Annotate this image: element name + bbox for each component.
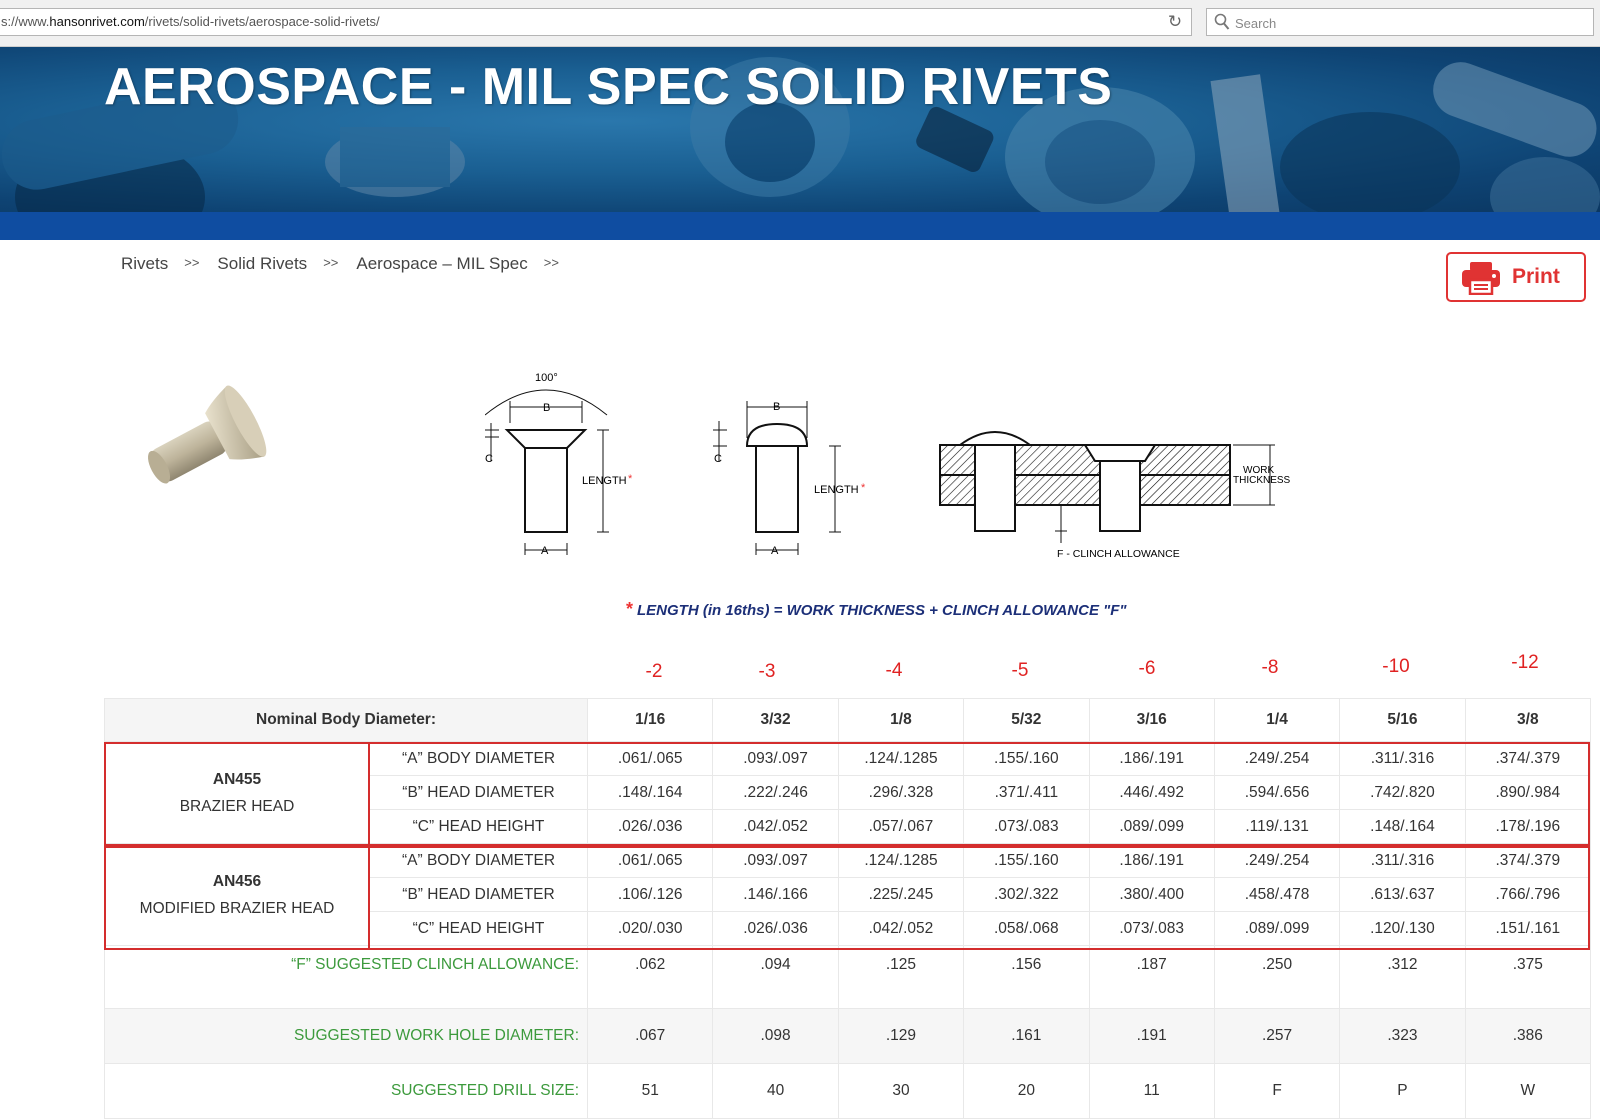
nominal-diameter-label: Nominal Body Diameter: (105, 699, 588, 742)
value-cell: 40 (713, 1064, 838, 1119)
length-star: * (628, 473, 633, 485)
row-label: “A” BODY DIAMETER (370, 844, 588, 878)
value-cell: .020/.030 (588, 912, 713, 946)
footer-label: SUGGESTED DRILL SIZE: (105, 1064, 588, 1119)
breadcrumb-item-aerospace[interactable]: Aerospace – MIL Spec (356, 254, 528, 273)
banner-stripe (0, 212, 1600, 240)
diameter-cell: 5/16 (1340, 699, 1465, 742)
value-cell: .089/.099 (1214, 912, 1339, 946)
value-cell: .323 (1340, 1009, 1465, 1064)
dash-size: -4 (885, 660, 903, 681)
breadcrumb (121, 254, 577, 274)
value-cell: .249/.254 (1214, 742, 1339, 776)
value-cell: .613/.637 (1340, 878, 1465, 912)
value-cell: .386 (1465, 1009, 1590, 1064)
group-code: AN455 (212, 770, 262, 788)
value-cell: .250 (1214, 946, 1339, 1009)
table-row (105, 1064, 1591, 1119)
table-row (105, 742, 1591, 776)
value-cell: .026/.036 (588, 810, 713, 844)
work-assembly-drawing (940, 432, 1230, 531)
value-cell: .042/.052 (713, 810, 838, 844)
group-an455 (105, 742, 370, 844)
value-cell: .296/.328 (838, 776, 963, 810)
value-cell: .089/.099 (1089, 810, 1214, 844)
value-cell: .312 (1340, 946, 1465, 1009)
dash-size: -8 (1261, 657, 1279, 678)
value-cell: .124/.1285 (838, 844, 963, 878)
value-cell: .594/.656 (1214, 776, 1339, 810)
table-row (105, 946, 1591, 1009)
diameter-cell: 1/8 (838, 699, 963, 742)
value-cell: .120/.130 (1340, 912, 1465, 946)
footer-label: “F” SUGGESTED CLINCH ALLOWANCE: (105, 946, 588, 1009)
table-row (105, 844, 1591, 878)
table-row (105, 1009, 1591, 1064)
c-label: C (485, 453, 493, 465)
printer-icon (1461, 261, 1501, 295)
dash-size: -3 (758, 661, 776, 682)
value-cell: P (1340, 1064, 1465, 1119)
row-label: “B” HEAD DIAMETER (370, 878, 588, 912)
diameter-cell: 1/16 (588, 699, 713, 742)
value-cell: W (1465, 1064, 1590, 1119)
value-cell: .374/.379 (1465, 742, 1590, 776)
value-cell: 30 (838, 1064, 963, 1119)
value-cell: .257 (1214, 1009, 1339, 1064)
group-name: BRAZIER HEAD (179, 797, 295, 815)
value-cell: .125 (838, 946, 963, 1009)
value-cell: .225/.245 (838, 878, 963, 912)
value-cell: .124/.1285 (838, 742, 963, 776)
address-bar[interactable] (0, 8, 1192, 36)
value-cell: .148/.164 (1340, 810, 1465, 844)
work-label-1: WORK (1243, 465, 1275, 476)
formula-star: * (626, 599, 634, 619)
url-path: /rivets/solid-rivets/aerospace-solid-rivets/ (144, 14, 380, 29)
a-label: A (541, 545, 549, 557)
work-label-2: THICKNESS (1233, 475, 1291, 486)
value-cell: .742/.820 (1340, 776, 1465, 810)
value-cell: .311/.316 (1340, 844, 1465, 878)
clinch-label: F - CLINCH ALLOWANCE (1057, 548, 1180, 560)
dash-size: -12 (1511, 652, 1539, 673)
an455-divider (368, 742, 370, 846)
rivet-spec-table (104, 698, 1591, 1119)
dash-size: -2 (645, 661, 663, 682)
value-cell: .156 (964, 946, 1089, 1009)
value-cell: .073/.083 (1089, 912, 1214, 946)
an456-divider (368, 846, 370, 950)
value-cell: .061/.065 (588, 844, 713, 878)
c-label-2: C (714, 453, 722, 465)
value-cell: .042/.052 (838, 912, 963, 946)
value-cell: .191 (1089, 1009, 1214, 1064)
value-cell: .187 (1089, 946, 1214, 1009)
b-label: B (543, 402, 551, 414)
value-cell: .186/.191 (1089, 742, 1214, 776)
value-cell: .155/.160 (964, 742, 1089, 776)
value-cell: .062 (588, 946, 713, 1009)
search-input[interactable] (1233, 12, 1587, 34)
url-prefix: s://www. (1, 14, 50, 29)
value-cell: .446/.492 (1089, 776, 1214, 810)
value-cell: .093/.097 (713, 742, 838, 776)
value-cell: .155/.160 (964, 844, 1089, 878)
angle-label: 100° (535, 373, 558, 384)
value-cell: .890/.984 (1465, 776, 1590, 810)
print-label: Print (1512, 265, 1560, 288)
value-cell: 11 (1089, 1064, 1214, 1119)
dash-size: -5 (1011, 660, 1029, 681)
rivet-photo (138, 385, 268, 495)
breadcrumb-separator: >> (323, 255, 339, 270)
group-an456 (105, 844, 370, 946)
a-label-2: A (771, 545, 779, 557)
value-cell: .093/.097 (713, 844, 838, 878)
value-cell: .161 (964, 1009, 1089, 1064)
length-star-2: * (861, 482, 866, 494)
breadcrumb-item-rivets[interactable]: Rivets (121, 254, 169, 273)
value-cell: .371/.411 (964, 776, 1089, 810)
value-cell: F (1214, 1064, 1339, 1119)
dash-size: -6 (1138, 658, 1156, 679)
value-cell: .098 (713, 1009, 838, 1064)
brazier-rivet-drawing (747, 424, 807, 532)
value-cell: .458/.478 (1214, 878, 1339, 912)
value-cell: 51 (588, 1064, 713, 1119)
value-cell: .073/.083 (964, 810, 1089, 844)
value-cell: .106/.126 (588, 878, 713, 912)
rivet-dimension-diagram (485, 373, 1295, 573)
value-cell: .302/.322 (964, 878, 1089, 912)
value-cell: .057/.067 (838, 810, 963, 844)
row-label: “C” HEAD HEIGHT (370, 810, 588, 844)
dash-size: -10 (1382, 656, 1410, 677)
diameter-cell: 3/8 (1465, 699, 1590, 742)
print-button[interactable] (1446, 252, 1586, 302)
value-cell: .094 (713, 946, 838, 1009)
value-cell: .374/.379 (1465, 844, 1590, 878)
breadcrumb-separator: >> (543, 255, 559, 270)
value-cell: .067 (588, 1009, 713, 1064)
b-label-2: B (773, 401, 781, 413)
breadcrumb-separator: >> (184, 255, 200, 270)
value-cell: 20 (964, 1064, 1089, 1119)
value-cell: .026/.036 (713, 912, 838, 946)
page-title: AEROSPACE - MIL SPEC SOLID RIVETS (104, 58, 1113, 116)
value-cell: .061/.065 (588, 742, 713, 776)
value-cell: .058/.068 (964, 912, 1089, 946)
length-label: LENGTH (582, 475, 627, 487)
length-label-2: LENGTH (814, 484, 859, 496)
value-cell: .178/.196 (1465, 810, 1590, 844)
value-cell: .146/.166 (713, 878, 838, 912)
value-cell: .186/.191 (1089, 844, 1214, 878)
diameter-cell: 1/4 (1214, 699, 1339, 742)
group-name: MODIFIED BRAZIER HEAD (139, 899, 335, 917)
value-cell: .380/.400 (1089, 878, 1214, 912)
value-cell: .151/.161 (1465, 912, 1590, 946)
value-cell: .311/.316 (1340, 742, 1465, 776)
url-domain: hansonrivet.com (49, 14, 145, 29)
value-cell: .129 (838, 1009, 963, 1064)
diameter-cell: 5/32 (964, 699, 1089, 742)
browser-toolbar (0, 0, 1600, 47)
value-cell: .375 (1465, 946, 1590, 1009)
diameter-cell: 3/16 (1089, 699, 1214, 742)
search-icon (1214, 13, 1230, 31)
value-cell: .766/.796 (1465, 878, 1590, 912)
footer-label: SUGGESTED WORK HOLE DIAMETER: (105, 1009, 588, 1064)
value-cell: .222/.246 (713, 776, 838, 810)
countersunk-rivet-drawing (507, 430, 585, 532)
breadcrumb-item-solid-rivets[interactable]: Solid Rivets (217, 254, 308, 273)
formula-text: LENGTH (in 16ths) = WORK THICKNESS + CLINCH ALLOWANCE "F" (637, 602, 1127, 619)
value-cell: .249/.254 (1214, 844, 1339, 878)
group-code: AN456 (212, 872, 262, 890)
diameter-cell: 3/32 (713, 699, 838, 742)
value-cell: .119/.131 (1214, 810, 1339, 844)
reload-icon[interactable]: ↻ (1167, 12, 1183, 31)
row-label: “A” BODY DIAMETER (370, 742, 588, 776)
length-formula (626, 599, 1127, 620)
row-label: “C” HEAD HEIGHT (370, 912, 588, 946)
value-cell: .148/.164 (588, 776, 713, 810)
hero-banner (0, 47, 1600, 212)
browser-search-box[interactable] (1206, 8, 1594, 36)
row-label: “B” HEAD DIAMETER (370, 776, 588, 810)
table-header-row (105, 699, 1591, 742)
